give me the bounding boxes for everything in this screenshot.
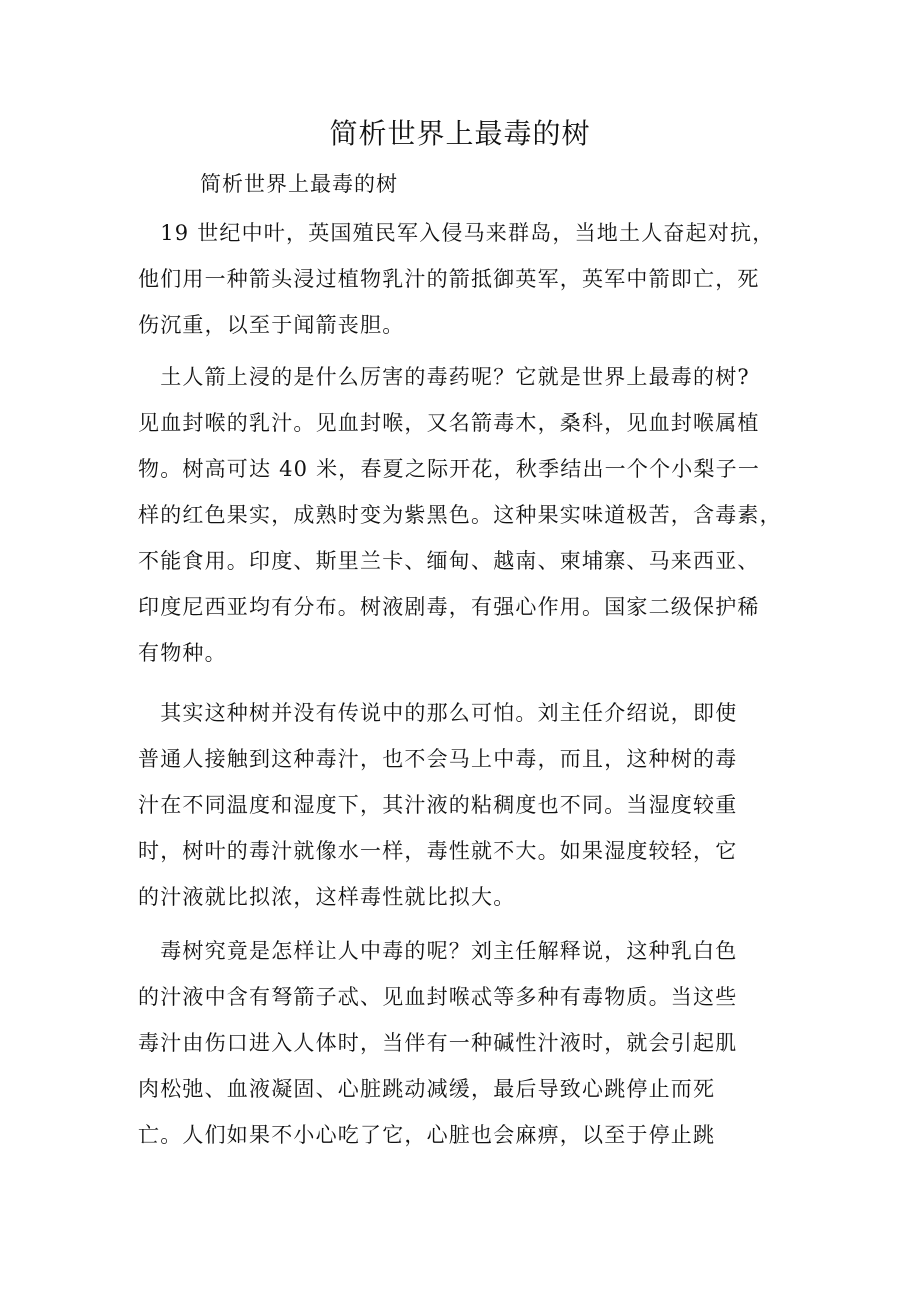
- paragraph-line: 有物种。: [138, 641, 227, 665]
- paragraph-line: 汁在不同温度和湿度下，其汁液的粘稠度也不同。当湿度较重: [138, 793, 738, 817]
- paragraph-line: 毒树究竟是怎样让人中毒的呢？刘主任解释说，这种乳白色: [138, 939, 738, 963]
- paragraph-line: 普通人接触到这种毒汁，也不会马上中毒，而且，这种树的毒: [138, 747, 738, 771]
- paragraph-line: 肉松弛、血液凝固、心脏跳动减缓，最后导致心跳停止而死: [138, 1077, 716, 1101]
- paragraph-line: 土人箭上浸的是什么厉害的毒药呢？它就是世界上最毒的树?: [138, 365, 750, 389]
- paragraph-2: [138, 354, 798, 676]
- paragraph-line: 时，树叶的毒汁就像水一样，毒性就不大。如果湿度较轻，它: [138, 839, 738, 863]
- document-subtitle: 简析世界上最毒的树: [200, 172, 398, 196]
- paragraph-1: [138, 210, 798, 348]
- paragraph-line: 样的红色果实，成熟时变为紫黑色。这种果实味道极苦，含毒素，: [138, 503, 782, 527]
- paragraph-line: 物。树高可达 40 米，春夏之际开花，秋季结出一个个小梨子一: [138, 457, 761, 481]
- paragraph-3: [138, 690, 798, 920]
- paragraph-4: [138, 928, 798, 1158]
- paragraph-line: 19 世纪中叶，英国殖民军入侵马来群岛，当地土人奋起对抗，: [138, 221, 775, 245]
- paragraph-line: 伤沉重，以至于闻箭丧胆。: [138, 313, 405, 337]
- paragraph-line: 亡。人们如果不小心吃了它，心脏也会麻痹，以至于停止跳: [138, 1123, 716, 1147]
- paragraph-line: 他们用一种箭头浸过植物乳汁的箭抵御英军，英军中箭即亡，死: [138, 267, 760, 291]
- paragraph-line: 不能食用。印度、斯里兰卡、缅甸、越南、柬埔寨、马来西亚、: [138, 549, 760, 573]
- paragraph-line: 的汁液中含有弩箭子忒、见血封喉忒等多种有毒物质。当这些: [138, 985, 738, 1009]
- paragraph-line: 见血封喉的乳汁。见血封喉，又名箭毒木，桑科，见血封喉属植: [138, 411, 760, 435]
- paragraph-line: 毒汁由伤口进入人体时，当伴有一种碱性汁液时，就会引起肌: [138, 1031, 738, 1055]
- document-title: 简析世界上最毒的树: [329, 117, 591, 150]
- paragraph-line: 印度尼西亚均有分布。树液剧毒，有强心作用。国家二级保护稀: [138, 595, 760, 619]
- paragraph-line: 其实这种树并没有传说中的那么可怕。刘主任介绍说，即使: [138, 701, 738, 725]
- paragraph-line: 的汁液就比拟浓，这样毒性就比拟大。: [138, 885, 516, 909]
